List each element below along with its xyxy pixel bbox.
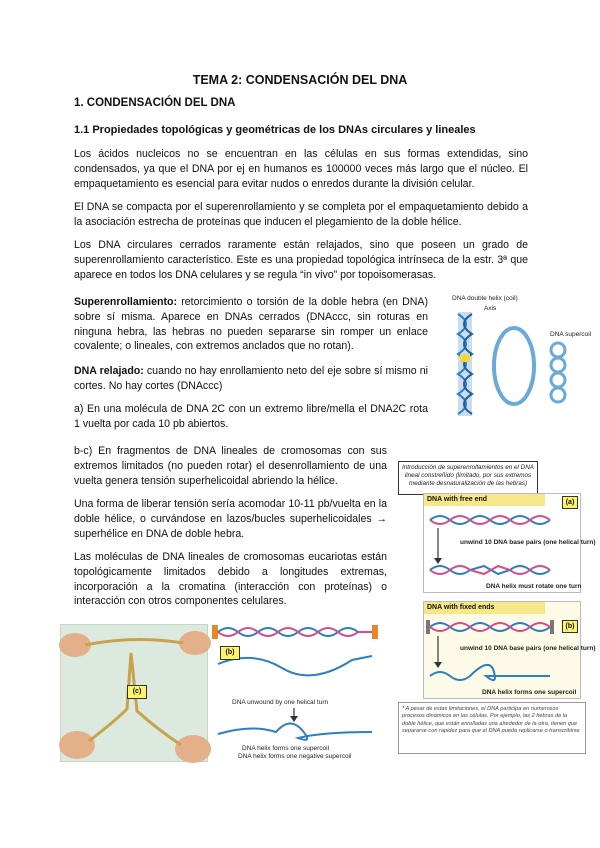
panel-a-unwind xyxy=(460,539,596,546)
label-helix-1: DNA helix forms one supercoil xyxy=(242,745,330,752)
paragraph-eukaryotic: Las moléculas de DNA lineales de cromosomas eucariotas están topológicamente limitados debido a longitudes extremas, incorporación a la cromatina (interacción con proteínas) o interacción con otros componentes celulares. xyxy=(74,551,387,608)
section-heading-1: 1. CONDENSACIÓN DEL DNA xyxy=(74,97,236,109)
panel-b-tag: (b) xyxy=(562,620,578,633)
label-supercoil: DNA supercoil xyxy=(550,331,592,338)
paragraph-case-bc: b-c) En fragmentos de DNA lineales de cromosomas con sus extremos limitados (no pueden rotar) el desenrollamiento de una vuelta genera tensión superhelicoidal abriendo la hélice. xyxy=(74,445,387,487)
paragraph-1: Los ácidos nucleicos no se encuentran en las células en sus formas extendidas, sino condensados, ya que el DNA por ej en humanos es 100000 veces más largo que el núcleo. El empaquetamiento es esencial para evitar nudos o enredos durante la división celular. xyxy=(74,148,528,190)
page-title: TEMA 2: CONDENSACIÓN DEL DNA xyxy=(192,73,408,87)
paragraph-3: Los DNA circulares cerrados raramente están relajados, sino que poseen un grado de superenrollamiento característico. Este es una propiedad topológica intrínseca de la estr. 3ª que aparece en todos los DNA celulares y se regula “in vivo” por topoisomerasas. xyxy=(74,239,528,281)
bottom-helix-mid xyxy=(218,656,372,675)
hand-top-right xyxy=(179,631,211,655)
panel-b-helix-bottom xyxy=(430,665,550,680)
bottom-arrowhead xyxy=(290,716,298,722)
hand-bottom-right xyxy=(175,735,211,763)
panel-a-unwind-text: unwind 10 DNA base pairs (one helical turn) xyxy=(460,539,596,546)
paragraph-tension: Una forma de liberar tensión sería acomodar 10-11 pb/vuelta en la doble hélice, o curvándose en lazos/bucles superhelicoidales → superhélice en DNA de doble hebra. xyxy=(74,498,387,540)
helix-highlight xyxy=(460,354,470,362)
panel-b-helix-top-2 xyxy=(430,623,550,631)
supercoil-loop-3 xyxy=(551,373,565,387)
panel-b-unwind: unwind 10 DNA base pairs (one helical turn) xyxy=(460,645,596,652)
clamp-left xyxy=(212,625,218,639)
term-supercoiling: Superenrollamiento: xyxy=(74,296,178,308)
def-relaxed: cuando no hay enrollamiento neto del eje sobre sí mismo ni cortes. No hay cortes (DNAccc) xyxy=(74,365,428,392)
paragraph-case-a: a) En una molécula de DNA 2C con un extremo libre/mella el DNA2C rota 1 vuelta por cada 10 pb abiertos. xyxy=(74,403,428,430)
panel-b-title: DNA with fixed ends xyxy=(424,602,545,614)
circular-dna xyxy=(494,328,534,404)
panel-a-helix-top-2 xyxy=(430,516,550,524)
panel-a-tag: (a) xyxy=(562,496,578,509)
tag-c: (c) xyxy=(127,685,147,699)
panel-b xyxy=(423,601,596,699)
section-heading-1-1: 1.1 Propiedades topológicas y geométricas de los DNAs circulares y lineales xyxy=(74,124,476,136)
paragraph-supercoiling xyxy=(74,295,428,354)
rope-top xyxy=(85,639,183,645)
supercoil-loop-1 xyxy=(551,343,565,357)
supercoil-loop-4 xyxy=(551,388,565,402)
panel-a-result: DNA helix must rotate one turn xyxy=(486,583,582,590)
panel-b-diagram xyxy=(424,614,596,698)
supercoil-bottom-svg xyxy=(212,620,380,760)
paragraph-relaxed xyxy=(74,364,428,394)
rope-bottom xyxy=(89,653,181,745)
hand-bottom-left xyxy=(59,731,95,759)
panel-a-diagram xyxy=(424,506,596,592)
panel-a-title: DNA with free end xyxy=(424,494,545,506)
panel-b-clamp-right xyxy=(550,620,554,634)
footnote-box: * A pesar de estas limitaciones, el DNA participa en numerosos procesos dinámicos en las células. Por ejemplo, las 2 hebras de la doble hélice, que están enrolladas una alrededor de la otra, tienen que separarse con rapidez para que el DNA pueda replicarse o transcribirse xyxy=(398,702,586,754)
bottom-helix-supercoil xyxy=(218,723,372,739)
rope-photo-figure xyxy=(60,624,208,762)
label-axis: Axis xyxy=(484,305,497,312)
panel-b-result: DNA helix forms one supercoil xyxy=(482,689,577,696)
intro-note-box: Introducción de superenrollamientos en el DNA lineal constreñido (limitado, por sus extremos mediante desnaturalización de las hebras) xyxy=(398,461,538,495)
panel-a-helix-bottom-2 xyxy=(430,566,550,574)
paragraph-2: El DNA se compacta por el superenrollamiento y se completa por el empaquetamiento debido a la asociación estrecha de proteínas que inducen el plegamiento de la doble hélice. xyxy=(74,201,528,228)
label-double-helix: DNA double helix (coil) xyxy=(452,295,518,302)
clamp-right xyxy=(372,625,378,639)
panel-a xyxy=(423,493,596,593)
panel-a-arrowhead xyxy=(434,558,442,564)
label-unwound: DNA unwound by one helical turn xyxy=(232,699,329,706)
panel-b-clamp-left xyxy=(426,620,430,634)
tag-b-bottom: (b) xyxy=(220,646,240,660)
term-relaxed: DNA relajado: xyxy=(74,365,144,377)
supercoil-loop-2 xyxy=(551,358,565,372)
panel-b-arrowhead xyxy=(434,662,442,668)
label-helix-2: DNA helix forms one negative supercoil xyxy=(238,753,352,760)
def-supercoiling: retorcimiento o torsión de la doble hebra (en DNA) sobre sí misma. Aparece en DNAs cerrados (DNAccc, sin roturas en ninguna hebra, las hebras no pueden separarse sin romper un enlace covalente; o lineales, con extremos anclados que no rotan). xyxy=(74,296,428,353)
supercoil-figure xyxy=(440,290,592,420)
supercoil-bottom-figure xyxy=(212,620,380,760)
